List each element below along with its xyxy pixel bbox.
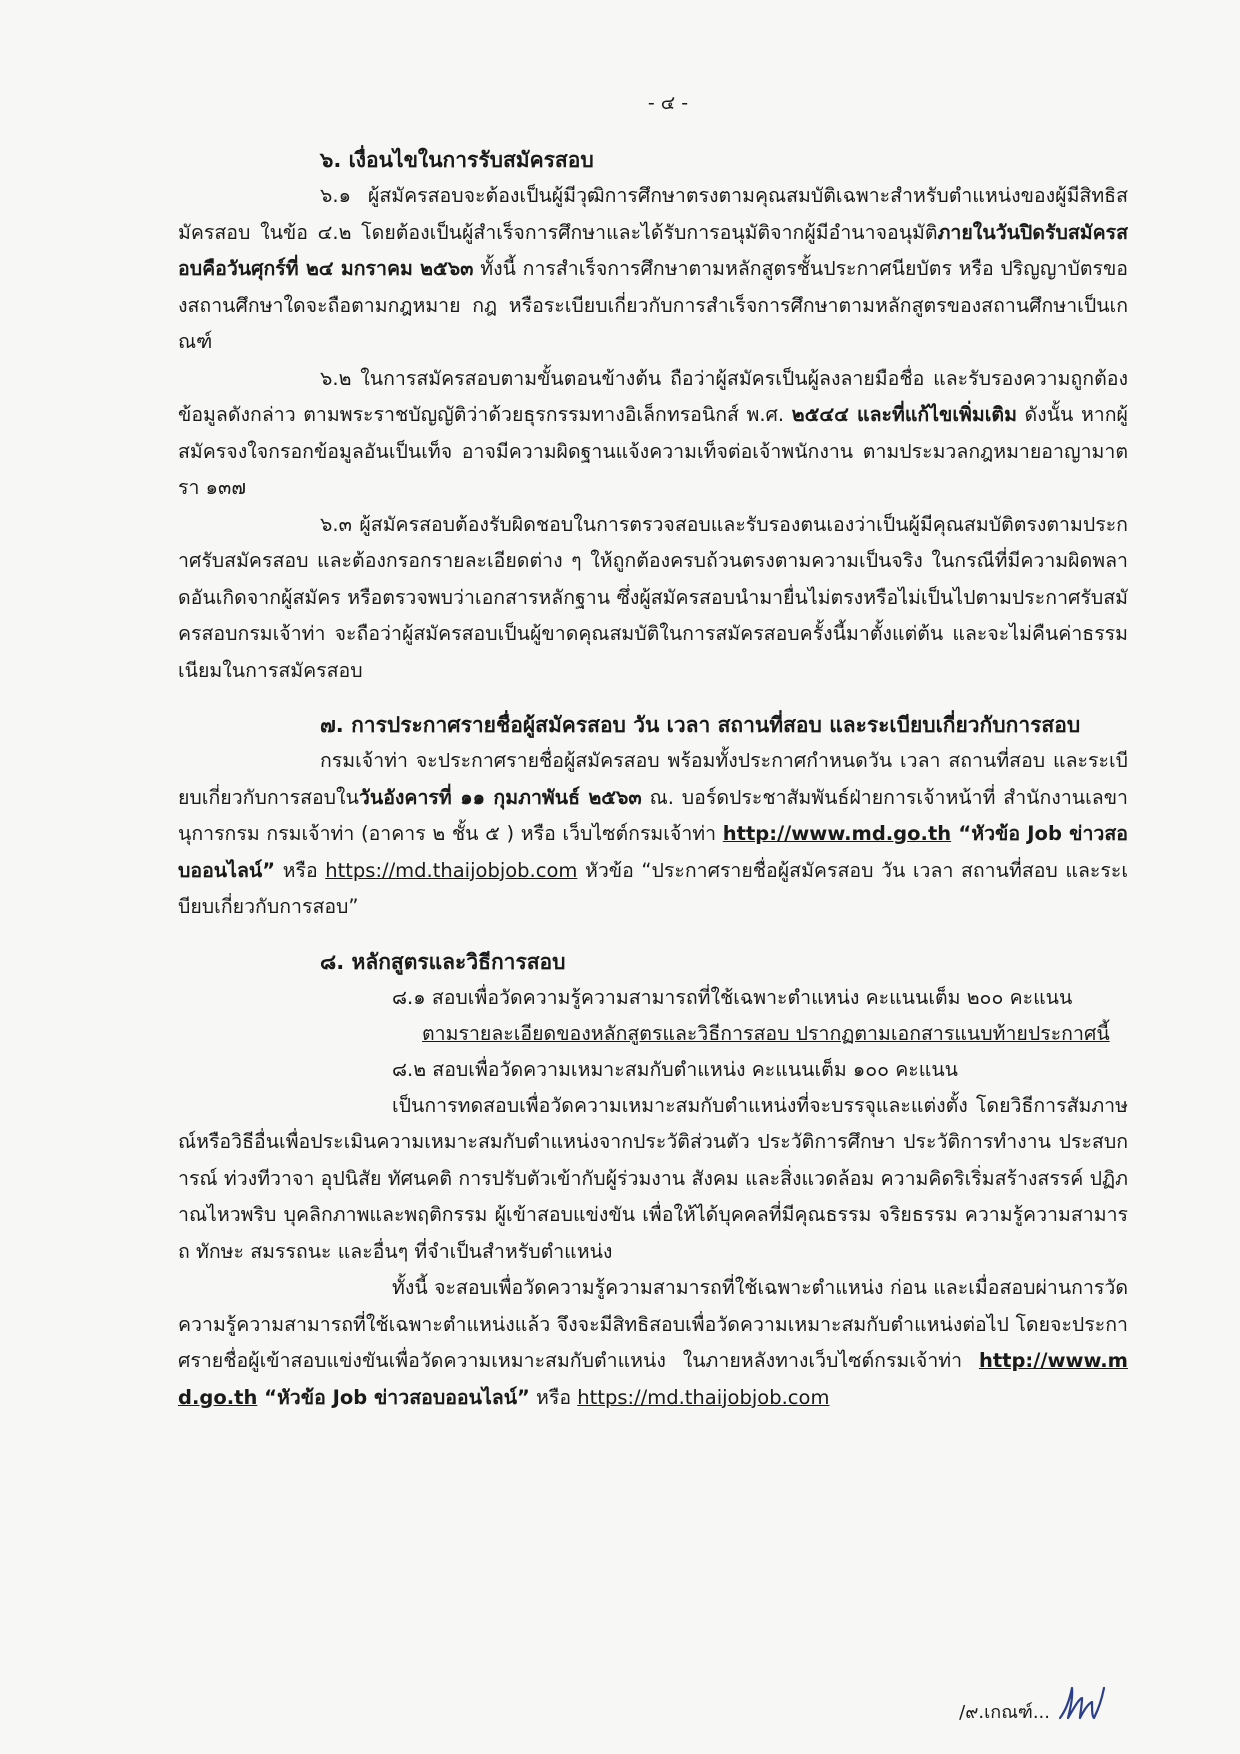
- section-7-text-c: หรือ: [275, 858, 326, 882]
- signature-initials-icon: [1056, 1680, 1108, 1726]
- section-7-body: [178, 743, 1128, 926]
- clause-8-1: ๘.๑ สอบเพื่อวัดความรู้ความสามารถที่ใช้เฉพาะตำแหน่ง คะแนนเต็ม ๒๐๐ คะแนน: [392, 985, 1073, 1009]
- section-6-heading: ๖. เงื่อนไขในการรับสมัครสอบ: [320, 148, 594, 172]
- section-8-heading: ๘. หลักสูตรและวิธีการสอบ: [320, 949, 566, 974]
- thaijobjob-link[interactable]: https://md.thaijobjob.com: [325, 858, 578, 882]
- section-8-final-text-b: หรือ: [529, 1385, 578, 1409]
- section-8-final: [178, 1270, 1128, 1416]
- clause-8-1-note: ตามรายละเอียดของหลักสูตรและวิธีการสอบ ปรากฏตามเอกสารแนบท้ายประกาศนี้: [422, 1021, 1110, 1045]
- clause-6-2-text-b: ดังนั้น หากผู้สมัครจงใจกรอกข้อมูลอันเป็นเท็จ อาจมีความผิดฐานแจ้งความเท็จต่อเจ้าพนักงาน ตามประมวลกฎหมายอาญามาตรา ๑๓๗: [178, 403, 1128, 499]
- clause-6-1-deadline: ภายในวันปิดรับสมัครสอบคือวันศุกร์ที่ ๒๔ มกราคม ๒๕๖๓: [178, 220, 1128, 280]
- section-7-job-topic: “หัวข้อ Job ข่าวสอบออนไลน์”: [178, 822, 1128, 882]
- clause-8-2-body: เป็นการทดสอบเพื่อวัดความเหมาะสมกับตำแหน่งที่จะบรรจุและแต่งตั้ง โดยวิธีการสัมภาษณ์หรือวิธีอื่นเพื่อประเมินความเหมาะสมกับตำแหน่งจากประวัติส่วนตัว ประวัติการศึกษา ประวัติการทำงาน ประสบการณ์ ท่วงทีวาจา อุปนิสัย ทัศนคติ การปรับตัวเข้ากับผู้ร่วมงาน สังคม และสิ่งแวดล้อม ความคิดริเริ่มสร้างสรรค์ ปฏิภาณไหวพริบ บุคลิกภาพและพฤติกรรม ผู้เข้าสอบแข่งขัน เพื่อให้ได้บุคคลที่มีคุณธรรม จริยธรรม ความรู้ความสามารถ ทักษะ สมรรถนะ และอื่นๆ ที่จำเป็นสำหรับตำแหน่ง: [178, 1093, 1128, 1263]
- clause-6-2-text-a: ๖.๒ ในการสมัครสอบตามขั้นตอนข้างต้น ถือว่าผู้สมัครเป็นผู้ลงลายมือชื่อ และรับรองความถูกต้องข้อมูลดังกล่าว ตามพระราชบัญญัติว่าด้วยธุรกรรมทางอิเล็กทรอนิกส์ พ.ศ.: [178, 366, 1128, 426]
- clause-6-2: [178, 361, 1128, 507]
- page-number: - ๔ -: [647, 92, 689, 114]
- clause-6-3: ๖.๓ ผู้สมัครสอบต้องรับผิดชอบในการตรวจสอบและรับรองตนเองว่าเป็นผู้มีคุณสมบัติตรงตามประกาศรับสมัครสอบ และต้องกรอกรายละเอียดต่าง ๆ ให้ถูกต้องครบถ้วนตรงตามความเป็นจริง ในกรณีที่มีความผิดพลาดอันเกิดจากผู้สมัคร หรือตรวจพบว่าเอกสารหลักฐาน ซึ่งผู้สมัครสอบนำมายื่นไม่ตรงหรือไม่เป็นไปตามประกาศรับสมัครสอบกรมเจ้าท่า จะถือว่าผู้สมัครสอบเป็นผู้ขาดคุณสมบัติในการสมัครสอบครั้งนี้มาตั้งแต่ต้น และจะไม่คืนค่าธรรมเนียมในการสมัครสอบ: [178, 512, 1128, 682]
- section-7-text-b: ณ. บอร์ดประชาสัมพันธ์ฝ่ายการเจ้าหน้าที่ สำนักงานเลขานุการกรม กรมเจ้าท่า (อาคาร ๒ ชั้น ๕ ) หรือ เว็บไซต์กรมเจ้าท่า: [178, 785, 1128, 845]
- clause-8-2: ๘.๒ สอบเพื่อวัดความเหมาะสมกับตำแหน่ง คะแนนเต็ม ๑๐๐ คะแนน: [392, 1057, 959, 1081]
- section-7-text-d: หัวข้อ “ประกาศรายชื่อผู้สมัครสอบ วัน เวลา สถานที่สอบ และระเบียบเกี่ยวกับการสอบ”: [178, 858, 1128, 918]
- section-7-heading: ๗. การประกาศรายชื่อผู้สมัครสอบ วัน เวลา สถานที่สอบ และระเบียบเกี่ยวกับการสอบ: [320, 713, 1081, 737]
- clause-6-2-bold: ๒๕๔๔ และที่แก้ไขเพิ่มเติม: [791, 403, 1017, 426]
- clause-6-1-text-b: ทั้งนี้ การสำเร็จการศึกษาตามหลักสูตรชั้นประกาศนียบัตร หรือ ปริญญาบัตรของสถานศึกษาใดจะถือตามกฎหมาย กฎ หรือระเบียบเกี่ยวกับการสำเร็จการศึกษาตามหลักสูตรของสถานศึกษาเป็นเกณฑ์: [178, 257, 1129, 353]
- next-page-ref: /๙.เกณฑ์...: [959, 1702, 1050, 1723]
- clause-6-1: [178, 178, 1128, 361]
- page-footer: [959, 1680, 1108, 1726]
- section-7-text-a: กรมเจ้าท่า จะประกาศรายชื่อผู้สมัครสอบ พร้อมทั้งประกาศกำหนดวัน เวลา สถานที่สอบ และระเบียบเกี่ยวกับการสอบใน: [178, 749, 1128, 809]
- clause-6-1-text-a: ๖.๑ ผู้สมัครสอบจะต้องเป็นผู้มีวุฒิการศึกษาตรงตามคุณสมบัติเฉพาะสำหรับตำแหน่งของผู้มีสิทธิสมัครสอบ ในข้อ ๔.๒ โดยต้องเป็นผู้สำเร็จการศึกษาและได้รับการอนุมัติจากผู้มีอำนาจอนุมัติ: [178, 184, 1128, 244]
- md-website-link-2[interactable]: http://www.md.go.th: [178, 1349, 1128, 1409]
- section-8-job-topic: “หัวข้อ Job ข่าวสอบออนไลน์”: [257, 1385, 530, 1409]
- section-8-final-text-a: ทั้งนี้ จะสอบเพื่อวัดความรู้ความสามารถที่ใช้เฉพาะตำแหน่ง ก่อน และเมื่อสอบผ่านการวัดความรู้ความสามารถที่ใช้เฉพาะตำแหน่งแล้ว จึงจะมีสิทธิสอบเพื่อวัดความเหมาะสมกับตำแหน่งต่อไป โดยจะประกาศรายชื่อผู้เข้าสอบแข่งขันเพื่อวัดความเหมาะสมกับตำแหน่ง ในภายหลังทางเว็บไซต์กรมเจ้าท่า: [178, 1276, 1128, 1372]
- section-7-announce-date: วันอังคารที่ ๑๑ กุมภาพันธ์ ๒๕๖๓: [358, 785, 642, 809]
- md-website-link[interactable]: http://www.md.go.th: [722, 822, 952, 845]
- thaijobjob-link-2[interactable]: https://md.thaijobjob.com: [577, 1385, 830, 1409]
